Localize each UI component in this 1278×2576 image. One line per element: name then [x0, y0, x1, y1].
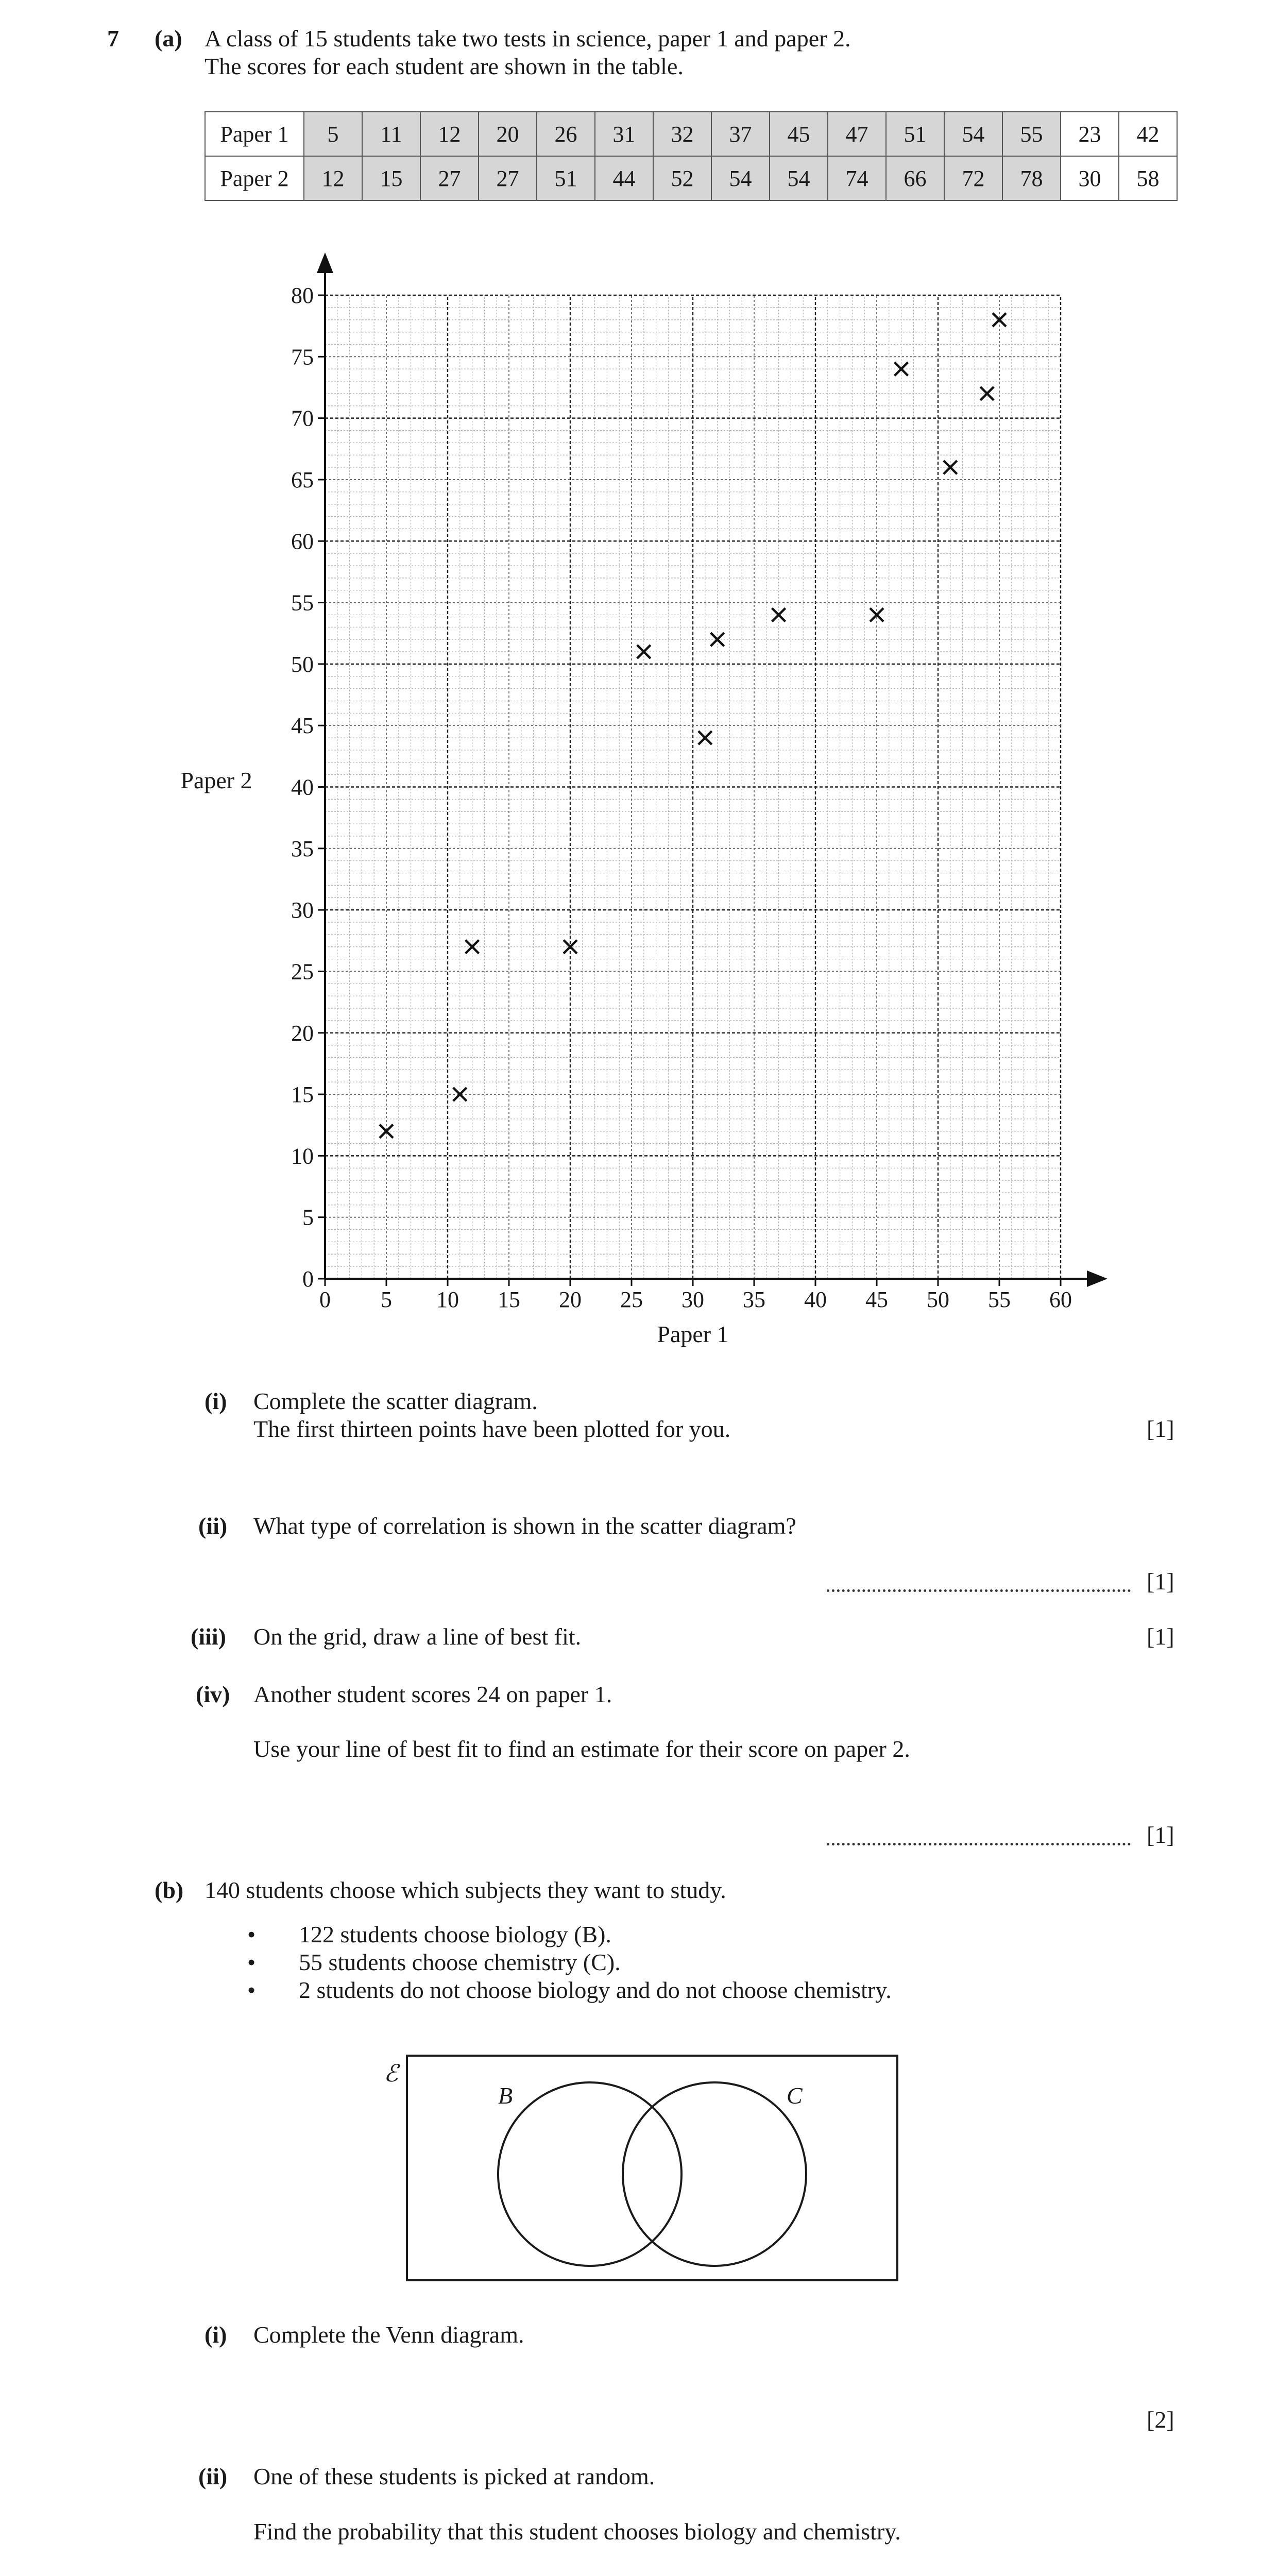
table-cell: 30	[1061, 156, 1119, 200]
x-tick-label: 25	[620, 1287, 643, 1312]
table-cell: 23	[1061, 112, 1119, 156]
sub-a-ii-label: (ii)	[198, 1513, 228, 1539]
venn-circle-c	[623, 2082, 806, 2266]
table-cell: 66	[886, 156, 944, 200]
data-point	[980, 387, 994, 400]
table-cell: 52	[653, 156, 711, 200]
y-tick-labels	[291, 283, 314, 1292]
table-cell: 55	[1002, 112, 1061, 156]
part-b-label: (b)	[155, 1877, 184, 1903]
part-a-label: (a)	[155, 25, 182, 52]
x-tick-label: 15	[498, 1287, 520, 1312]
sub-a-ii-text: What type of correlation is shown in the scatter diagram?	[253, 1513, 796, 1539]
y-tick-label: 15	[291, 1082, 314, 1108]
bullet-biology: • 122 students choose biology (B).	[247, 1921, 892, 1948]
table-cell: 54	[944, 112, 1002, 156]
data-point	[993, 313, 1006, 327]
table-cell: 78	[1002, 156, 1061, 200]
y-tick-label: 30	[291, 897, 314, 923]
x-tick-label: 45	[865, 1287, 888, 1312]
sub-b-i-label: (i)	[205, 2321, 227, 2348]
y-tick-label: 40	[291, 774, 314, 800]
sub-a-i-label: (i)	[205, 1388, 227, 1414]
part-b-bullet-list	[247, 1921, 892, 2004]
bullet-chemistry: • 55 students choose chemistry (C).	[247, 1948, 892, 1976]
y-tick-label: 25	[291, 959, 314, 985]
table-cell: 58	[1119, 156, 1177, 200]
x-tick-label: 0	[319, 1287, 331, 1312]
table-cell: 12	[420, 112, 479, 156]
table-cell: 5	[304, 112, 362, 156]
x-tick-label: 30	[681, 1287, 704, 1312]
y-tick-label: 0	[302, 1266, 314, 1292]
table-cell: 72	[944, 156, 1002, 200]
x-axis-arrow	[1087, 1270, 1107, 1287]
table-cell: 44	[595, 156, 653, 200]
table-cell: 51	[886, 112, 944, 156]
table-cell: 51	[537, 156, 595, 200]
table-cell: 31	[595, 112, 653, 156]
table-cell: 15	[362, 156, 420, 200]
answer-line-a-iv[interactable]	[827, 1843, 1131, 1845]
sub-b-ii-line1: One of these students is picked at random.	[253, 2463, 655, 2489]
y-tick-label: 60	[291, 529, 314, 554]
sub-b-i-text: Complete the Venn diagram.	[253, 2321, 524, 2348]
table-cell: 54	[770, 156, 828, 200]
sub-a-iv-mark: [1]	[1147, 1822, 1174, 1848]
sub-a-iv-label: (iv)	[196, 1681, 230, 1707]
sub-a-i-line1: Complete the scatter diagram.	[253, 1388, 538, 1414]
question-number: 7	[107, 25, 119, 52]
y-tick-label: 35	[291, 836, 314, 861]
sub-b-ii-label: (ii)	[198, 2463, 228, 2489]
table-cell: 27	[420, 156, 479, 200]
x-tick-label: 20	[559, 1287, 582, 1312]
table-cell: 42	[1119, 112, 1177, 156]
table-cell: 54	[711, 156, 770, 200]
table-cell: 37	[711, 112, 770, 156]
y-tick-label: 10	[291, 1143, 314, 1169]
table-cell: 27	[479, 156, 537, 200]
x-tick-label: 5	[381, 1287, 392, 1312]
table-cell: 32	[653, 112, 711, 156]
row-label-paper1: Paper 1	[205, 112, 304, 156]
sub-a-iii-text: On the grid, draw a line of best fit.	[253, 1623, 582, 1650]
table-cell: 12	[304, 156, 362, 200]
venn-universal-set	[407, 2056, 897, 2280]
sub-a-iv-line2: Use your line of best fit to find an estimate for their score on paper 2.	[253, 1736, 910, 1762]
x-axis-title: Paper 1	[657, 1321, 729, 1347]
table-cell: 11	[362, 112, 420, 156]
y-tick-label: 45	[291, 713, 314, 739]
sub-b-ii-line2: Find the probability that this student chooses biology and chemistry.	[253, 2518, 901, 2545]
part-a-intro-line2: The scores for each student are shown in the table.	[205, 53, 684, 79]
answer-line-a-ii[interactable]	[827, 1589, 1131, 1592]
y-axis-arrow	[317, 252, 333, 273]
y-axis-title: Paper 2	[180, 767, 252, 793]
y-tick-label: 50	[291, 651, 314, 677]
venn-label-b: B	[498, 2082, 513, 2109]
x-tick-label: 60	[1049, 1287, 1072, 1312]
table-cell: 47	[828, 112, 886, 156]
venn-circle-b	[498, 2082, 681, 2266]
sub-a-iii-label: (iii)	[191, 1623, 226, 1650]
x-tick-labels	[319, 1287, 1072, 1312]
row-label-paper2: Paper 2	[205, 156, 304, 200]
sub-a-iii-mark: [1]	[1147, 1623, 1174, 1650]
sub-a-i-mark: [1]	[1147, 1416, 1174, 1442]
x-tick-label: 10	[436, 1287, 459, 1312]
x-tick-label: 40	[804, 1287, 827, 1312]
y-tick-label: 65	[291, 467, 314, 493]
sub-b-i-mark: [2]	[1147, 2406, 1174, 2433]
part-a-intro-line1: A class of 15 students take two tests in science, paper 1 and paper 2.	[205, 25, 851, 52]
bullet-neither: • 2 students do not choose biology and do not choose chemistry.	[247, 1976, 892, 2004]
x-tick-label: 55	[988, 1287, 1011, 1312]
table-cell: 45	[770, 112, 828, 156]
sub-a-iv-line1: Another student scores 24 on paper 1.	[253, 1681, 612, 1707]
y-tick-label: 80	[291, 283, 314, 308]
venn-universal-symbol: ℰ	[384, 2060, 398, 2087]
x-tick-label: 50	[927, 1287, 949, 1312]
sub-a-i-line2: The first thirteen points have been plotted for you.	[253, 1416, 731, 1442]
table-cell: 20	[479, 112, 537, 156]
table-cell: 26	[537, 112, 595, 156]
part-b-intro: 140 students choose which subjects they want to study.	[205, 1877, 726, 1903]
y-tick-label: 55	[291, 590, 314, 616]
y-tick-label: 20	[291, 1020, 314, 1046]
y-tick-label: 75	[291, 344, 314, 370]
axes	[317, 252, 1107, 1287]
venn-label-c: C	[787, 2082, 803, 2109]
sub-a-ii-mark: [1]	[1147, 1568, 1174, 1595]
table-cell: 74	[828, 156, 886, 200]
y-tick-label: 70	[291, 405, 314, 431]
y-tick-label: 5	[302, 1205, 314, 1230]
x-tick-label: 35	[743, 1287, 765, 1312]
data-point	[895, 362, 908, 376]
